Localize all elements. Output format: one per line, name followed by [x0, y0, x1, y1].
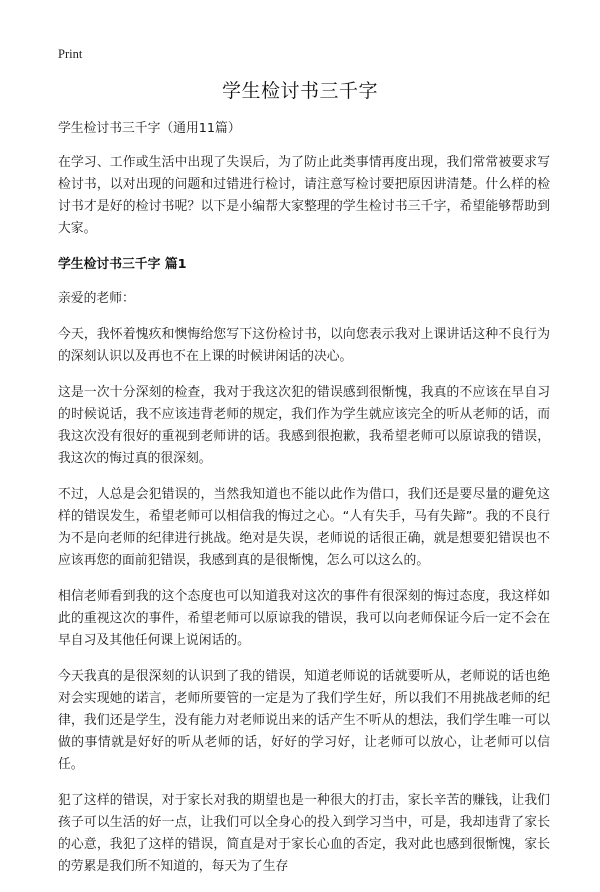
document-body — [58, 118, 550, 892]
print-link[interactable]: Print — [58, 47, 83, 61]
intro-paragraph: 在学习、工作或生活中出现了失误后，为了防止此类事情再度出现，我们常常被要求写检讨书，以对出现的问题和过错进行检讨，请注意写检讨要把原因讲清楚。什么样的检讨书才是好的检讨书呢？以下是小编帮大家整理的学生检讨书三千字，希望能够帮助到大家。 — [58, 155, 550, 236]
section-heading: 学生检讨书三千字 篇1 — [58, 257, 187, 272]
document-subtitle: 学生检讨书三千字（通用11篇） — [58, 121, 241, 136]
document-title: 学生检讨书三千字 — [221, 80, 378, 102]
body-paragraph: 不过，人总是会犯错误的，当然我知道也不能以此作为借口，我们还是要尽量的避免这样的错误发生，希望老师可以相信我的悔过之心。“人有失手，马有失蹄”。我的不良行为不是向老师的纪律进行挑战。绝对是失误，老师说的话很正确，就是想要犯错误也不应该再您的面前犯错误，我感到真的是很惭愧，怎么可以这么的。 — [58, 487, 550, 568]
body-paragraph: 这是一次十分深刻的检查，我对于我这次犯的错误感到很惭愧，我真的不应该在早自习的时候说话，我不应该违背老师的规定，我们作为学生就应该完全的听从老师的话，而我这次没有很好的重视到老师讲的话。我感到很抱歉，我希望老师可以原谅我的错误，我这次的悔过真的很深刻。 — [58, 385, 550, 466]
body-paragraph: 今天我真的是很深刻的认识到了我的错误，知道老师说的话就要听从，老师说的话也绝对会实现她的诺言，老师所要管的一定是为了我们学生好，所以我们不用挑战老师的纪律，我们还是学生，没有能力对老师说出来的话产生不听从的想法，我们学生唯一可以做的事情就是好好的听从老师的话，好好的学习好，让老师可以放心，让老师可以信任。 — [58, 669, 550, 772]
body-paragraph: 相信老师看到我的这个态度也可以知道我对这次的事件有很深刻的悔过态度，我这样如此的重视这次的事件，希望老师可以原谅我的错误，我可以向老师保证今后一定不会在早自习及其他任何课上说闲话的。 — [58, 589, 550, 648]
salutation: 亲爱的老师： — [58, 291, 135, 306]
body-paragraph: 犯了这样的错误，对于家长对我的期望也是一种很大的打击，家长辛苦的赚钱，让我们孩子可以生活的好一点，让我们可以全身心的投入到学习当中，可是，我却违背了家长的心意，我犯了这样的错误，简直是对于家长心血的否定，我对此也感到很惭愧，家长的劳累是我们所不知道的，每天为了生存 — [58, 793, 550, 874]
body-paragraph: 今天，我怀着愧疚和懊悔给您写下这份检讨书，以向您表示我对上课讲话这种不良行为的深刻认识以及再也不在上课的时候讲闲话的决心。 — [58, 327, 550, 364]
